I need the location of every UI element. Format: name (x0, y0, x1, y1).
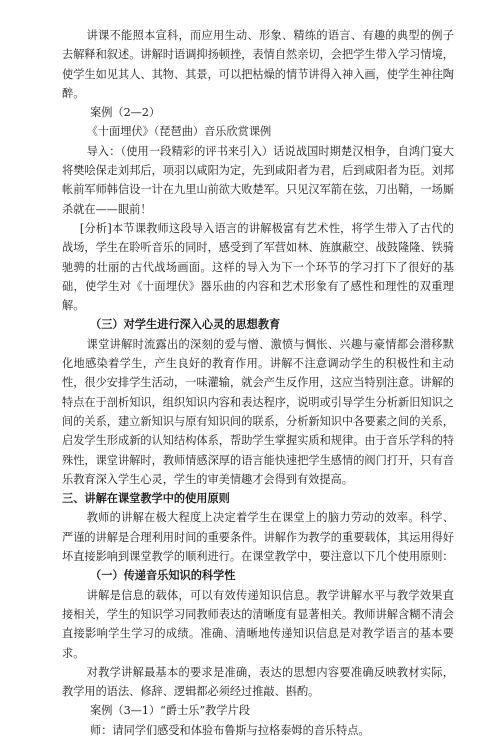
paragraph-information-carrier: 讲解是信息的载体，可以有效传递知识信息。教学讲解水平与教学效果直接相关，学生的知识学习同教师表达的清晰度有显著相关。教师讲解含糊不清会直接影响学生学习的成绩。准确、清晰地传递知识信息是对教学语言的基本要求。 (62, 588, 454, 660)
paragraph-lecture-style: 讲课不能照本宣科，而应用生动、形象、精练的语言、有趣的典型的例子去解释和叙述。讲解时语调抑扬顿挫，表情自然亲切，会把学生带入学习情境，使学生如见其人、其物、其景，可以把枯燥的情节讲得入神入画，使学生神往陶醉。 (62, 29, 454, 100)
paragraph-thought-education: 课堂讲解时流露出的深刻的爱与憎、激愤与惆怅、兴趣与豪情都会潜移默化地感染着学生，产生良好的教育作用。讲解不注意调动学生的积极性和主动性，很少安排学生活动，一味灌输，就会产生反作用，这应当特别注意。讲解的特点在于剖析知识，组织知识内容和表达程序，说明或引导学生分析新旧知识之间的关系，建立新知识与原有知识间的联系，分析新知识中各要素之间的关系，启发学生形成新的认知结构体系，帮助学生掌握实质和规律。由于音乐学科的特殊性，课堂讲解时，教师情感深厚的语言能快速把学生感情的阀门打开，只有音乐教育深入学生心灵，学生的审美情趣才会得到有效提高。 (62, 337, 454, 486)
heading-scientific-knowledge: （一）传递音乐知识的科学性 (90, 568, 236, 583)
case-label-3-1: 案例（3—1）“爵士乐”教学片段 (90, 704, 250, 718)
paragraph-introduction: 导入：（使用一段精彩的评书来引入）话说战国时期楚汉相争，自鸿门宴大将樊哙保走刘邦后，项羽以咸阳为定，先到咸阳者为君，后到咸阳者为臣。刘邦帐前军师韩信设一计在九里山前欲大败楚军。只见汉军箭在弦，刀出鞘，一场厮杀就在——眼前！ (62, 144, 454, 216)
heading-principles: 三、讲解在课堂教学中的使用原则 (62, 491, 230, 506)
teacher-prompt: 师：请同学们感受和体验布鲁斯与拉格泰姆的音乐特点。 (90, 723, 370, 737)
heading-section-3: （三）对学生进行深入心灵的思想教育 (90, 317, 281, 332)
case-label-2-2: 案例（2—2） (90, 106, 161, 120)
paragraph-analysis: [分析]本节课教师这段导入语言的讲解极富有艺术性，将学生带入了古代的战场，学生在聆听音乐的同时，感受到了军营如林、旌旗蔽空、战鼓隆隆、铁骑驰骋的壮丽的古代战场画面。这样的导入为下一个环节的学习打下了很好的基础，使学生对《十面埋伏》器乐曲的内容和艺术形象有了感性和理性的双重理解。 (62, 221, 454, 313)
paragraph-accuracy: 对教学讲解最基本的要求是准确，表达的思想内容要准确反映教材实际，教学用的语法、修辞、逻辑都必须经过推敲、斟酌。 (62, 665, 454, 699)
case-title-shimian-maifu: 《十面埋伏》（琵琶曲）音乐欣赏课例 (86, 125, 272, 139)
paragraph-principles-intro: 教师的讲解在极大程度上决定着学生在课堂上的脑力劳动的效率。科学、严谨的讲解是合理利用时间的重要条件。讲解作为教学的重要载体，其运用得好坏直接影响到课堂教学的顺利进行。在课堂教学中，要注意以下几个使用原则： (62, 511, 454, 564)
